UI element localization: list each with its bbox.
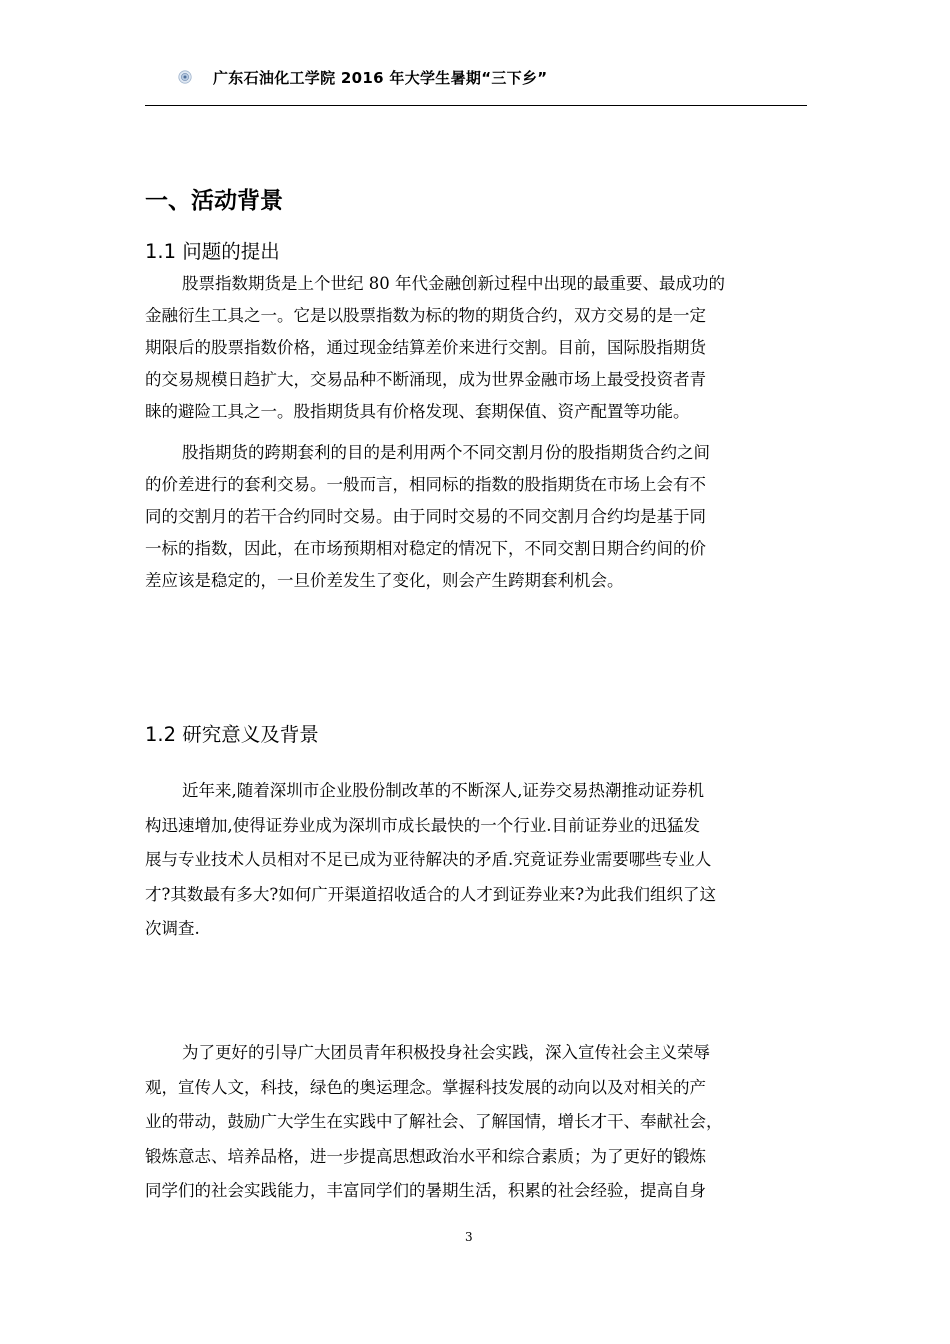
header-title: 广东石油化工学院 2016 年大学生暑期“三下乡”: [213, 69, 548, 87]
section-heading: 一、活动背景: [145, 188, 283, 214]
paragraph-line: 构迅速增加,使得证券业成为深圳市成长最快的一个行业.目前证券业的迅猛发: [145, 815, 700, 835]
paragraph-line: 股票指数期货是上个世纪 80 年代金融创新过程中出现的最重要、最成功的: [182, 274, 725, 293]
paragraph-line: 股指期货的跨期套利的目的是利用两个不同交割月份的股指期货合约之间: [182, 443, 710, 462]
paragraph-line: 金融衍生工具之一。它是以股票指数为标的物的期货合约，双方交易的是一定: [145, 306, 706, 325]
subsection-heading-1-2: 1.2 研究意义及背景: [145, 723, 319, 746]
paragraph-line: 展与专业技术人员相对不足已成为亚待解决的矛盾.究竟证券业需要哪些专业人: [145, 850, 712, 870]
paragraph-line: 近年来,随着深圳市企业股份制改革的不断深人,证券交易热潮推动证券机: [182, 781, 704, 800]
header-rule: [145, 105, 807, 106]
page-header: [145, 64, 807, 106]
paragraph-line: 同的交割月的若干合约同时交易。由于同时交易的不同交割月合约均是基于同: [145, 507, 706, 526]
paragraph-line: 才?其数最有多大?如何广开渠道招收适合的人才到证券业来?为此我们组织了这: [145, 884, 717, 904]
paragraph-line: 同学们的社会实践能力，丰富同学们的暑期生活，积累的社会经验，提高自身: [145, 1181, 706, 1201]
paragraph-line: 一标的指数，因此，在市场预期相对稳定的情况下，不同交割日期合约间的价: [145, 539, 706, 558]
paragraph-line: 的交易规模日趋扩大，交易品种不断涌现，成为世界金融市场上最受投资者青: [145, 370, 706, 389]
paragraph-line: 的价差进行的套利交易。一般而言，相同标的指数的股指期货在市场上会有不: [145, 475, 706, 494]
paragraph-social-practice: [145, 1036, 807, 1209]
paragraph-line: 差应该是稳定的，一旦价差发生了变化，则会产生跨期套利机会。: [145, 571, 624, 590]
paragraph-index-futures: [145, 268, 807, 428]
paragraph-line: 观，宣传人文，科技，绿色的奥运理念。掌握科技发展的动向以及对相关的产: [145, 1077, 706, 1097]
paragraph-line: 业的带动，鼓励广大学生在实践中了解社会、了解国情，增长才干、奉献社会，: [145, 1112, 723, 1132]
page-number: 3: [465, 1230, 473, 1244]
paragraph-arbitrage: [145, 437, 807, 597]
paragraph-line: 次调查.: [145, 919, 200, 939]
paragraph-line: 锻炼意志、培养品格，进一步提高思想政治水平和综合素质；为了更好的锻炼: [145, 1146, 706, 1166]
paragraph-line: 期限后的股票指数价格，通过现金结算差价来进行交割。目前，国际股指期货: [145, 338, 706, 357]
school-logo-icon: [178, 70, 192, 84]
paragraph-shenzhen-securities: [145, 774, 807, 947]
paragraph-line: 睐的避险工具之一。股指期货具有价格发现、套期保值、资产配置等功能。: [145, 402, 690, 421]
subsection-heading-1-1: 1.1 问题的提出: [145, 240, 280, 263]
paragraph-line: 为了更好的引导广大团员青年积极投身社会实践，深入宣传社会主义荣辱: [182, 1043, 710, 1062]
